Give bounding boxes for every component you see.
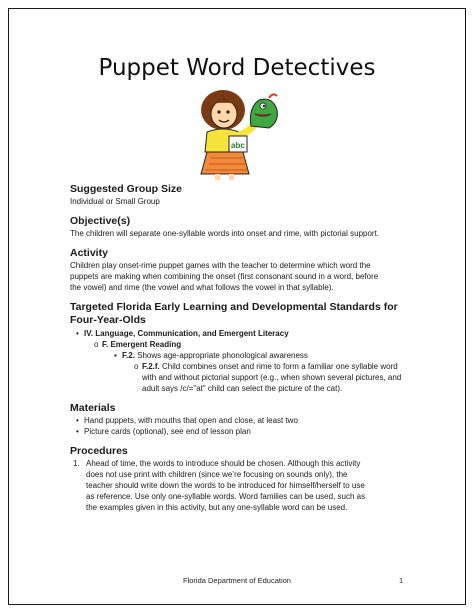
objectives-heading: Objective(s) xyxy=(70,215,131,227)
standards-section xyxy=(70,301,414,394)
standard-level-1-text: IV. Language, Communication, and Emergent Literacy xyxy=(84,329,289,338)
hollow-bullet-icon: o xyxy=(94,340,99,349)
procedure-line: does not use print with children (since we’re focusing on sounds only), the xyxy=(86,470,348,479)
hollow-bullet-icon: o xyxy=(134,362,139,371)
standard-level-1 xyxy=(70,328,414,339)
standard-level-2-text: F. Emergent Reading xyxy=(102,340,182,349)
standard-level-4-line: adult says /c/="at" child can select the picture of the cat). xyxy=(142,384,343,393)
procedure-line: teacher should write down the words to be introduced for himself/herself to use xyxy=(86,481,365,490)
step-number: 1. xyxy=(73,459,80,468)
group-size-text: Individual or Small Group xyxy=(70,197,160,206)
objectives-section xyxy=(70,215,414,239)
bullet-icon: • xyxy=(76,427,79,436)
bullet-icon: • xyxy=(76,329,79,338)
standard-level-4-line: Child combines onset and rime to form a familiar one syllable word xyxy=(162,362,398,371)
list-item xyxy=(70,426,414,437)
activity-line: the vowel) and rime (the vowel and what follows the vowel in that syllable). xyxy=(70,283,334,292)
activity-heading: Activity xyxy=(70,247,108,259)
materials-item-text: Hand puppets, with mouths that open and close, at least two xyxy=(84,416,298,425)
standard-level-2 xyxy=(70,339,414,350)
standard-level-4 xyxy=(70,361,414,372)
activity-section xyxy=(70,247,414,293)
standard-level-3 xyxy=(70,350,414,361)
lesson-content xyxy=(70,183,414,521)
activity-line: puppets are making when combining the onset (first consonant sound in a word, before xyxy=(70,272,379,281)
standards-heading-line: Four-Year-Olds xyxy=(70,314,146,326)
materials-heading: Materials xyxy=(70,402,116,414)
standard-level-4-line: with and without pictorial support (e.g., when shown several pictures, and xyxy=(142,373,402,382)
standards-heading-line: Targeted Florida Early Learning and Developmental Standards for xyxy=(70,301,398,313)
standard-level-4-code: F.2.f. xyxy=(142,362,160,371)
square-bullet-icon: ▪ xyxy=(114,351,117,360)
materials-section xyxy=(70,402,414,437)
procedure-step xyxy=(70,458,414,469)
procedures-heading: Procedures xyxy=(70,445,128,457)
footer-text: Florida Department of Education xyxy=(183,576,291,585)
list-item xyxy=(70,415,414,426)
standard-level-3-text: Shows age-appropriate phonological awareness xyxy=(137,351,308,360)
document-title: Puppet Word Detectives xyxy=(98,55,376,81)
procedure-line: as reference. Use only one-syllable words. Word families can be used, such as xyxy=(86,492,366,501)
bullet-icon: • xyxy=(76,416,79,425)
activity-line: Children play onset-rime puppet games with the teacher to determine which word the xyxy=(70,261,371,270)
objectives-text: The children will separate one-syllable words into onset and rime, with pictorial support. xyxy=(70,229,380,238)
procedure-line: Ahead of time, the words to introduce should be chosen. Although this activity xyxy=(86,459,361,468)
group-size-section xyxy=(70,183,414,207)
page-number: 1 xyxy=(399,576,404,585)
group-size-heading: Suggested Group Size xyxy=(70,183,183,195)
procedures-section xyxy=(70,445,414,513)
child-with-puppet-illustration xyxy=(193,88,283,180)
materials-item-text: Picture cards (optional), see end of lesson plan xyxy=(84,427,251,436)
standard-level-3-code: F.2. xyxy=(122,351,135,360)
procedure-line: the examples given in this activity, but any one-syllable word can be used. xyxy=(86,503,348,512)
block-letters: abc xyxy=(231,141,245,150)
